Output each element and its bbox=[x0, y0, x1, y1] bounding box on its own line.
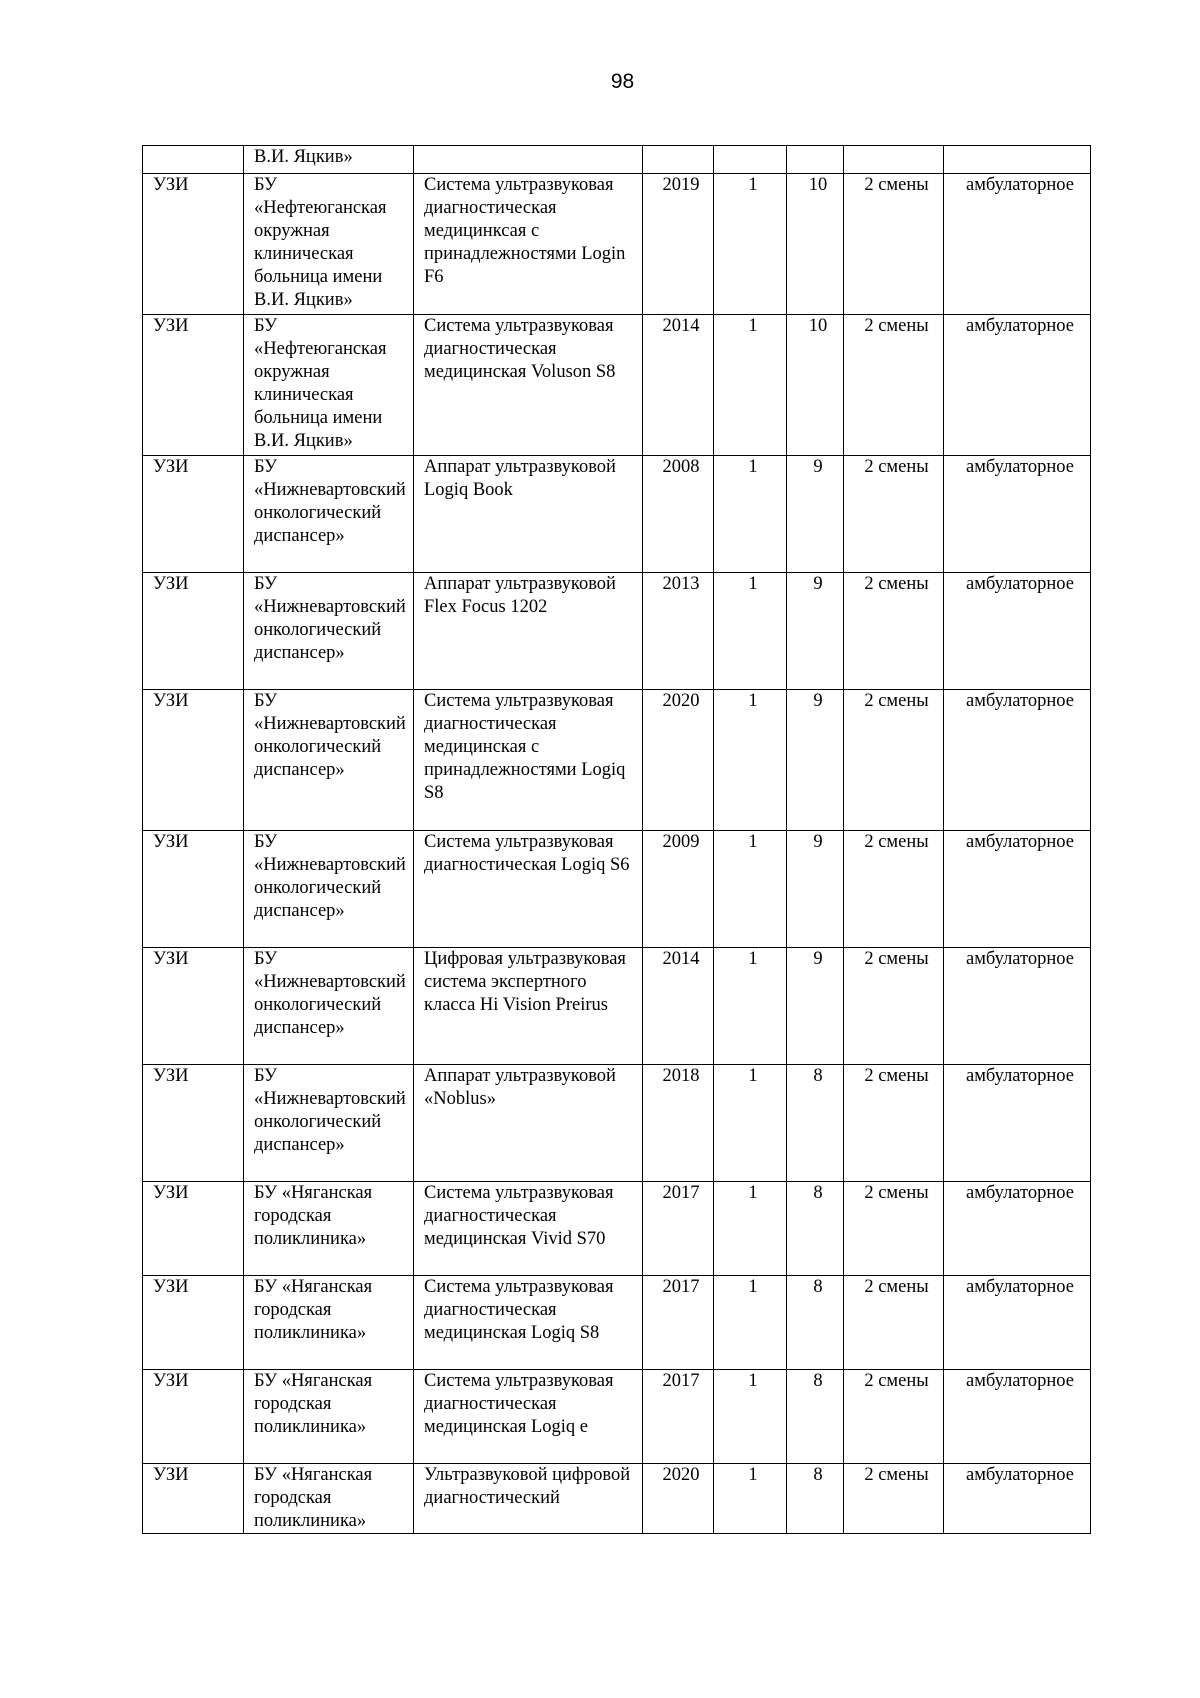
cell-mode: амбулаторное bbox=[944, 1370, 1091, 1464]
cell-type: УЗИ bbox=[143, 315, 244, 456]
cell-count: 1 bbox=[714, 573, 787, 690]
cell-equipment: Ультразвуковой цифровой диагностический bbox=[414, 1464, 643, 1534]
cell-equipment: Система ультразвуковая диагностическая медицинская с принадлежностями Logiq S8 bbox=[414, 690, 643, 831]
cell-shifts: 2 смены bbox=[844, 174, 944, 315]
cell-type: УЗИ bbox=[143, 831, 244, 948]
cell-count: 1 bbox=[714, 315, 787, 456]
cell-equipment: Система ультразвуковая диагностическая медицинксая с принадлежностями Login F6 bbox=[414, 174, 643, 315]
cell-year: 2014 bbox=[643, 315, 714, 456]
cell-mode: амбулаторное bbox=[944, 690, 1091, 831]
cell-year: 2013 bbox=[643, 573, 714, 690]
cell-shifts: 2 смены bbox=[844, 948, 944, 1065]
cell-institution: БУ «Нефтеюганская окружная клиническая больница имени В.И. Яцкив» bbox=[244, 315, 414, 456]
cell-age: 8 bbox=[787, 1182, 844, 1276]
cell-mode: амбулаторное bbox=[944, 1065, 1091, 1182]
cell-mode: амбулаторное bbox=[944, 456, 1091, 573]
table-row bbox=[143, 831, 1091, 948]
cell-shifts: 2 смены bbox=[844, 1182, 944, 1276]
cell-mode bbox=[944, 146, 1091, 174]
cell-equipment: Система ультразвуковая диагностическая медицинская Vivid S70 bbox=[414, 1182, 643, 1276]
cell-shifts: 2 смены bbox=[844, 1065, 944, 1182]
cell-age bbox=[787, 146, 844, 174]
cell-year bbox=[643, 146, 714, 174]
equipment-table bbox=[142, 145, 1091, 1534]
cell-mode: амбулаторное bbox=[944, 1182, 1091, 1276]
cell-shifts bbox=[844, 146, 944, 174]
table-row bbox=[143, 456, 1091, 573]
cell-institution: БУ «Няганская городская поликлиника» bbox=[244, 1276, 414, 1370]
cell-mode: амбулаторное bbox=[944, 1464, 1091, 1534]
cell-mode: амбулаторное bbox=[944, 1276, 1091, 1370]
cell-equipment bbox=[414, 146, 643, 174]
cell-shifts: 2 смены bbox=[844, 456, 944, 573]
cell-institution: БУ «Нижневартовский онкологический диспансер» bbox=[244, 1065, 414, 1182]
cell-shifts: 2 смены bbox=[844, 315, 944, 456]
cell-year: 2014 bbox=[643, 948, 714, 1065]
table-row bbox=[143, 1276, 1091, 1370]
cell-type bbox=[143, 146, 244, 174]
cell-mode: амбулаторное bbox=[944, 573, 1091, 690]
cell-equipment: Система ультразвуковая диагностическая медицинская Voluson S8 bbox=[414, 315, 643, 456]
cell-year: 2017 bbox=[643, 1182, 714, 1276]
cell-age: 9 bbox=[787, 456, 844, 573]
table-row bbox=[143, 690, 1091, 831]
cell-age: 8 bbox=[787, 1464, 844, 1534]
cell-type: УЗИ bbox=[143, 1276, 244, 1370]
table-row bbox=[143, 573, 1091, 690]
cell-year: 2018 bbox=[643, 1065, 714, 1182]
cell-year: 2019 bbox=[643, 174, 714, 315]
cell-year: 2017 bbox=[643, 1276, 714, 1370]
cell-institution: БУ «Нижневартовский онкологический диспансер» bbox=[244, 831, 414, 948]
cell-age: 10 bbox=[787, 174, 844, 315]
cell-shifts: 2 смены bbox=[844, 1276, 944, 1370]
table-row bbox=[143, 1464, 1091, 1534]
cell-count: 1 bbox=[714, 456, 787, 573]
cell-type: УЗИ bbox=[143, 1464, 244, 1534]
cell-type: УЗИ bbox=[143, 456, 244, 573]
cell-mode: амбулаторное bbox=[944, 948, 1091, 1065]
cell-equipment: Аппарат ультразвуковой Flex Focus 1202 bbox=[414, 573, 643, 690]
cell-age: 8 bbox=[787, 1065, 844, 1182]
table-row bbox=[143, 1370, 1091, 1464]
cell-year: 2017 bbox=[643, 1370, 714, 1464]
cell-count: 1 bbox=[714, 948, 787, 1065]
cell-age: 9 bbox=[787, 573, 844, 690]
cell-institution: БУ «Нижневартовский онкологический диспансер» bbox=[244, 573, 414, 690]
cell-mode: амбулаторное bbox=[944, 831, 1091, 948]
cell-year: 2020 bbox=[643, 690, 714, 831]
cell-institution: БУ «Няганская городская поликлиника» bbox=[244, 1464, 414, 1534]
cell-age: 8 bbox=[787, 1370, 844, 1464]
cell-shifts: 2 смены bbox=[844, 831, 944, 948]
cell-count: 1 bbox=[714, 174, 787, 315]
cell-age: 9 bbox=[787, 948, 844, 1065]
cell-equipment: Система ультразвуковая диагностическая Logiq S6 bbox=[414, 831, 643, 948]
cell-count: 1 bbox=[714, 1065, 787, 1182]
cell-institution: БУ «Нижневартовский онкологический диспансер» bbox=[244, 456, 414, 573]
cell-type: УЗИ bbox=[143, 573, 244, 690]
cell-institution: БУ «Няганская городская поликлиника» bbox=[244, 1370, 414, 1464]
cell-year: 2008 bbox=[643, 456, 714, 573]
cell-year: 2009 bbox=[643, 831, 714, 948]
cell-count: 1 bbox=[714, 1276, 787, 1370]
cell-institution: БУ «Нижневартовский онкологический диспансер» bbox=[244, 948, 414, 1065]
table-row bbox=[143, 174, 1091, 315]
cell-type: УЗИ bbox=[143, 1065, 244, 1182]
table-row bbox=[143, 1182, 1091, 1276]
cell-count: 1 bbox=[714, 1464, 787, 1534]
cell-count: 1 bbox=[714, 1370, 787, 1464]
cell-age: 9 bbox=[787, 690, 844, 831]
cell-shifts: 2 смены bbox=[844, 1370, 944, 1464]
cell-age: 10 bbox=[787, 315, 844, 456]
cell-shifts: 2 смены bbox=[844, 573, 944, 690]
cell-shifts: 2 смены bbox=[844, 1464, 944, 1534]
cell-equipment: Система ультразвуковая диагностическая медицинская Logiq e bbox=[414, 1370, 643, 1464]
cell-year: 2020 bbox=[643, 1464, 714, 1534]
cell-type: УЗИ bbox=[143, 1182, 244, 1276]
cell-type: УЗИ bbox=[143, 1370, 244, 1464]
cell-age: 9 bbox=[787, 831, 844, 948]
table-row bbox=[143, 1065, 1091, 1182]
cell-institution: БУ «Нефтеюганская окружная клиническая больница имени В.И. Яцкив» bbox=[244, 174, 414, 315]
cell-mode: амбулаторное bbox=[944, 315, 1091, 456]
cell-equipment: Система ультразвуковая диагностическая медицинская Logiq S8 bbox=[414, 1276, 643, 1370]
cell-equipment: Цифровая ультразвуковая система экспертного класса Hi Vision Preirus bbox=[414, 948, 643, 1065]
cell-count: 1 bbox=[714, 1182, 787, 1276]
table-row-continuation bbox=[143, 146, 1091, 174]
page-number: 98 bbox=[610, 70, 635, 93]
cell-institution: В.И. Яцкив» bbox=[244, 146, 414, 174]
cell-institution: БУ «Няганская городская поликлиника» bbox=[244, 1182, 414, 1276]
cell-equipment: Аппарат ультразвуковой «Noblus» bbox=[414, 1065, 643, 1182]
cell-type: УЗИ bbox=[143, 690, 244, 831]
table-row bbox=[143, 948, 1091, 1065]
table-row bbox=[143, 315, 1091, 456]
cell-age: 8 bbox=[787, 1276, 844, 1370]
cell-count: 1 bbox=[714, 831, 787, 948]
cell-type: УЗИ bbox=[143, 948, 244, 1065]
cell-count: 1 bbox=[714, 690, 787, 831]
cell-equipment: Аппарат ультразвуковой Logiq Book bbox=[414, 456, 643, 573]
cell-institution: БУ «Нижневартовский онкологический диспансер» bbox=[244, 690, 414, 831]
cell-count bbox=[714, 146, 787, 174]
cell-type: УЗИ bbox=[143, 174, 244, 315]
cell-shifts: 2 смены bbox=[844, 690, 944, 831]
cell-mode: амбулаторное bbox=[944, 174, 1091, 315]
